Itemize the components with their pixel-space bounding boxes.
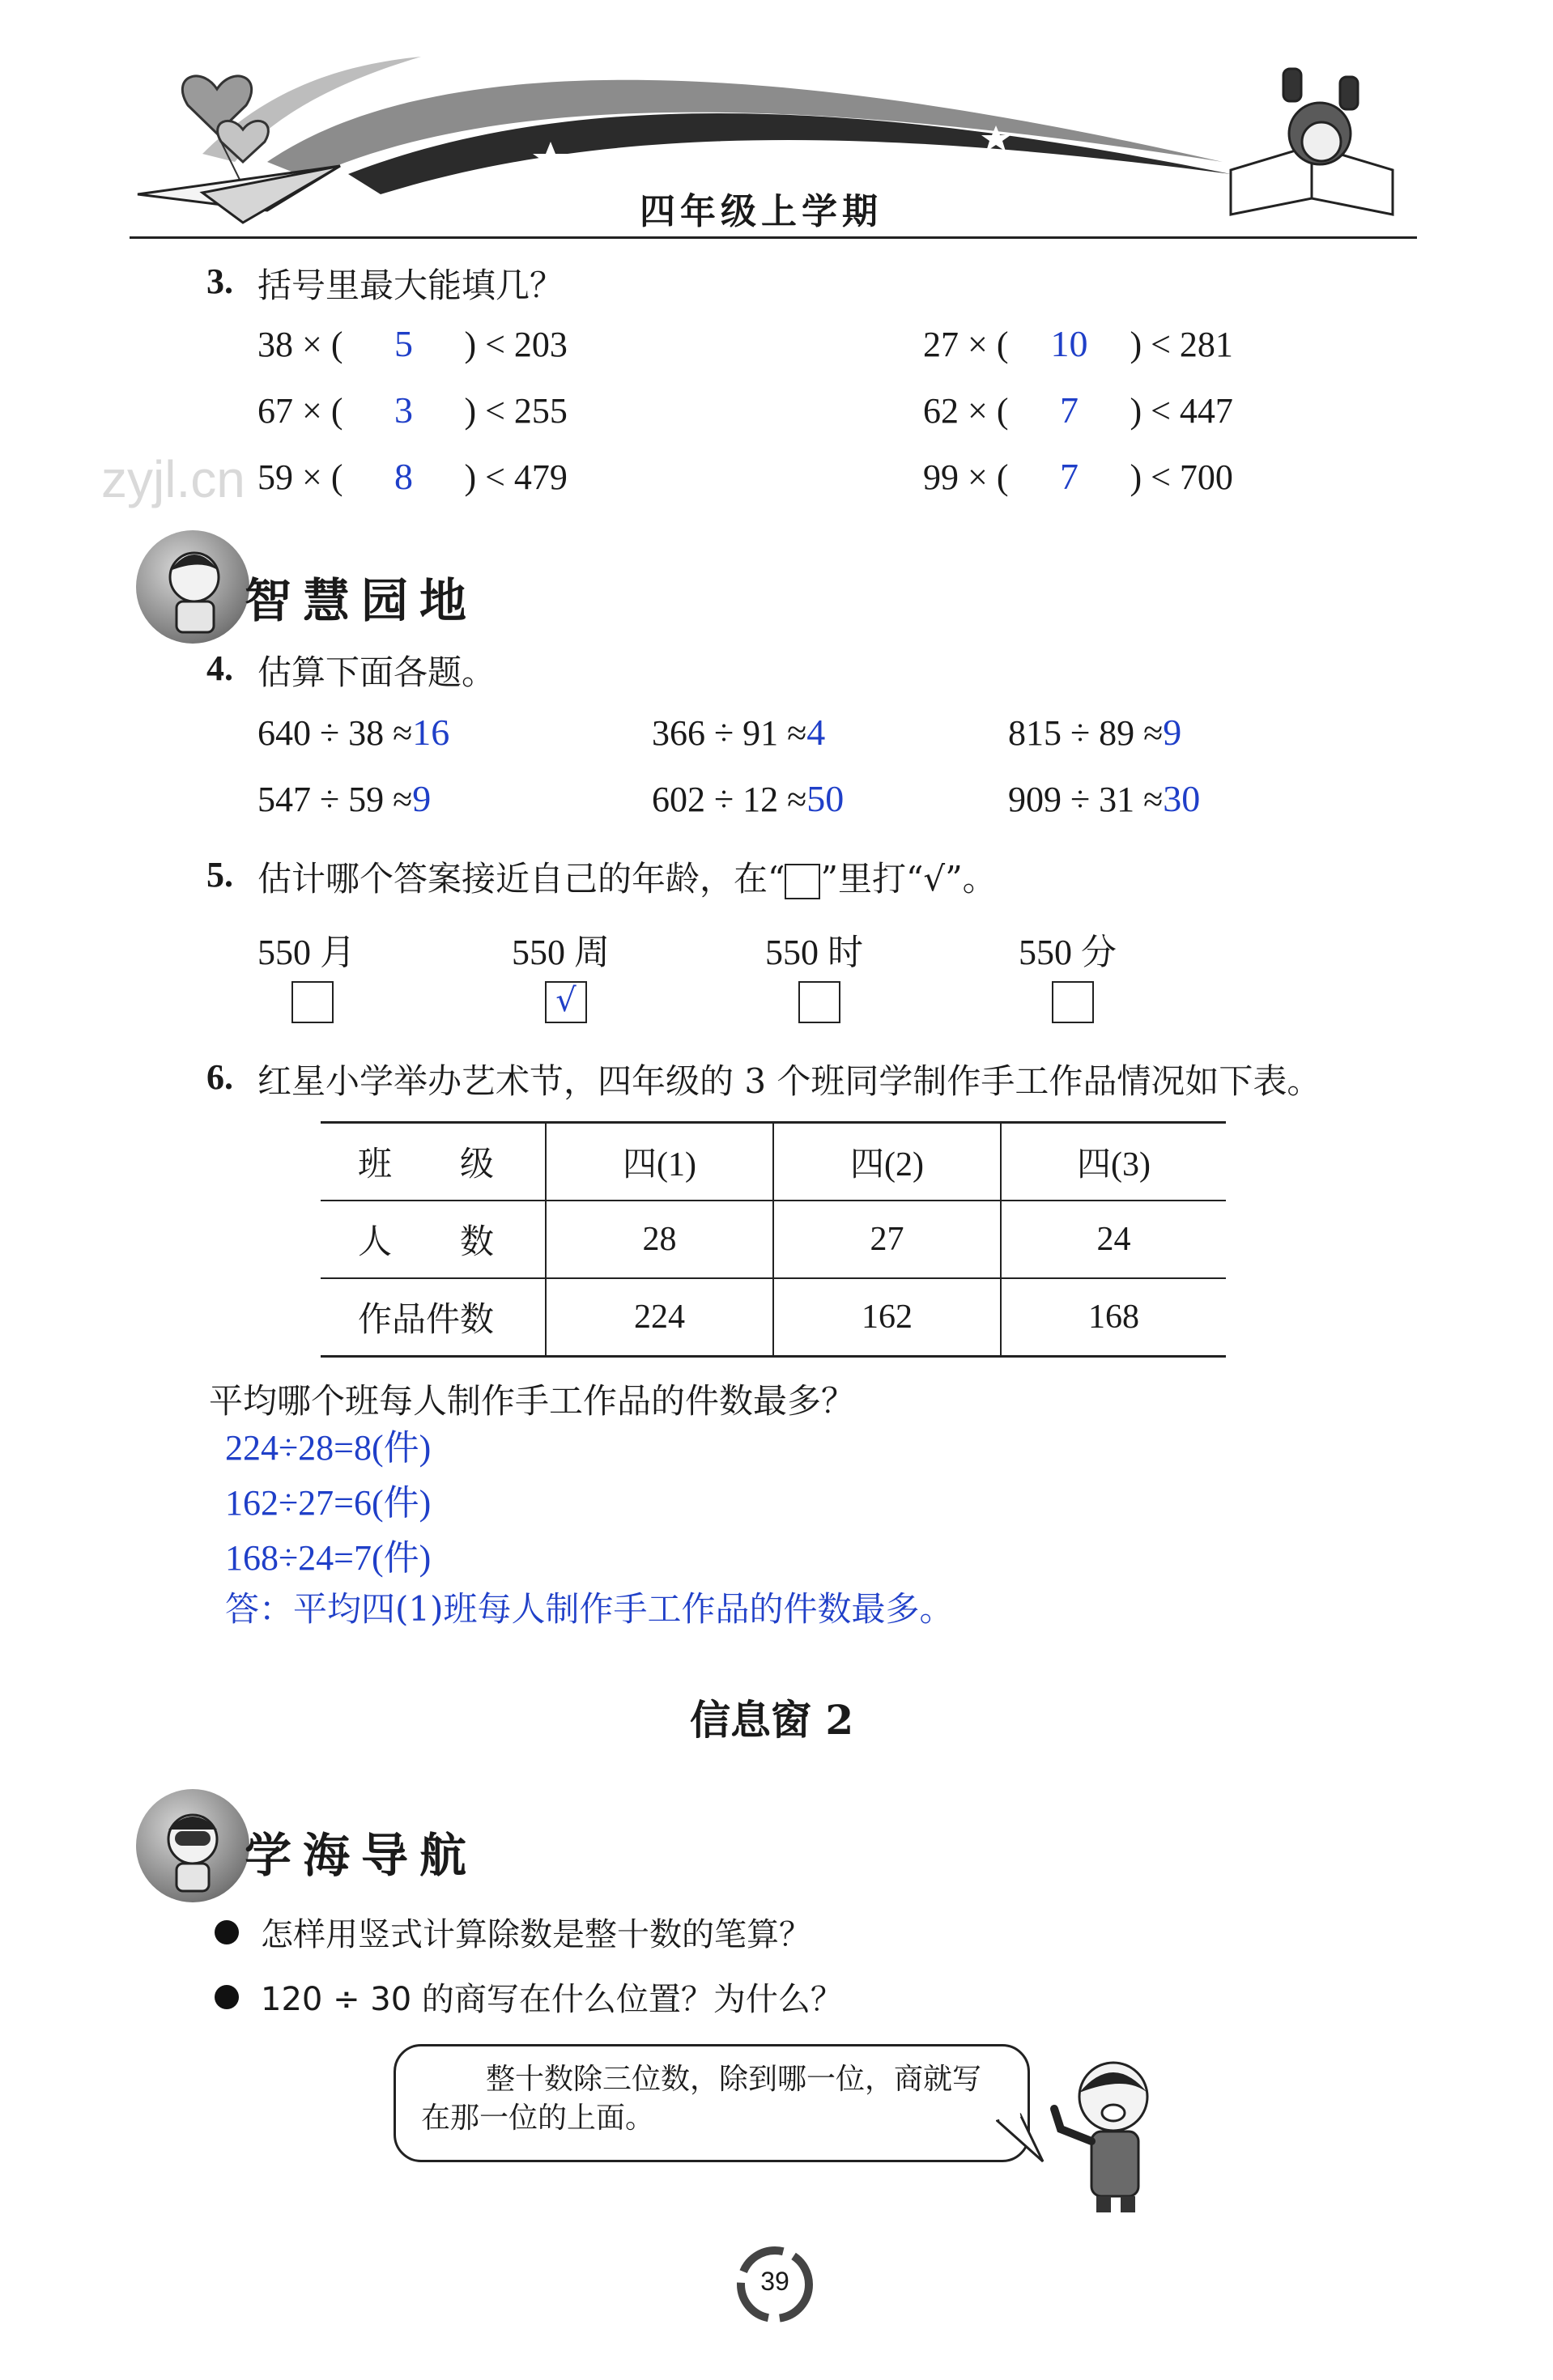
- q3-row3-left: 59 × ( 8 ) < 479: [257, 456, 568, 497]
- q4-number: 4.: [206, 648, 233, 688]
- paper-plane-icon: [138, 166, 340, 223]
- q3-row3-right: 99 × ( 7 ) < 700: [923, 456, 1233, 497]
- q4-item: 602 ÷ 12 ≈50: [652, 778, 845, 819]
- q6-answer: 答：平均四(1)班每人制作手工作品的件数最多。: [225, 1589, 954, 1629]
- table-row: 人 数 28 27 24: [321, 1201, 1226, 1278]
- q3-answer: 10: [1050, 323, 1088, 364]
- thinking-boy-icon: [136, 530, 249, 644]
- q4-item: 909 ÷ 31 ≈30: [1008, 778, 1201, 819]
- header-title: 四年级上学期: [640, 191, 883, 232]
- q5-option-label: 550 月: [257, 933, 355, 972]
- section-title-wisdom: 智慧园地: [245, 573, 479, 628]
- q5-number: 5.: [206, 855, 233, 895]
- q5-checkbox-checked[interactable]: [545, 981, 587, 1023]
- table-row: 作品件数 224 162 168: [321, 1278, 1226, 1357]
- q3-prompt: 括号里最大能填几？: [257, 266, 564, 305]
- q4-item: 640 ÷ 38 ≈16: [257, 712, 450, 753]
- q4-item: 366 ÷ 91 ≈4: [652, 712, 826, 753]
- q3-answer: 5: [394, 323, 413, 364]
- q5-prompt: 估计哪个答案接近自己的年龄，在“ ”里打“√”。: [257, 859, 997, 899]
- header-divider: [130, 236, 1417, 239]
- info-window-title: 信息窗 2: [690, 1696, 854, 1744]
- q5-option-label: 550 分: [1019, 933, 1117, 972]
- q3-answer: 3: [394, 389, 413, 431]
- q3-row2-left: 67 × ( 3 ) < 255: [257, 389, 568, 431]
- page-number-badge: [733, 2242, 817, 2327]
- q3-number: 3.: [206, 261, 233, 301]
- bullet-icon: [215, 1920, 239, 1944]
- explorer-boy-icon: [136, 1789, 249, 1902]
- q3-row1-right: 27 × ( 10 ) < 281: [923, 323, 1233, 364]
- q6-solution: 162÷27=6(件): [225, 1483, 432, 1523]
- q3-row2-right: 62 × ( 7 ) < 447: [923, 389, 1233, 431]
- q5-checkbox[interactable]: [1052, 981, 1094, 1023]
- guide-question: 怎样用竖式计算除数是整十数的笔算？: [261, 1916, 811, 1953]
- q5-option-label: 550 周: [512, 933, 610, 972]
- guide-question: 120 ÷ 30 的商写在什么位置？为什么？: [261, 1981, 843, 2018]
- reading-girl-icon: [1231, 69, 1393, 215]
- table-header-row: 班 级 四(1) 四(2) 四(3): [321, 1123, 1226, 1201]
- speech-text: 整十数除三位数，除到哪一位，商就写在那一位的上面。: [421, 2063, 982, 2135]
- q4-item: 815 ÷ 89 ≈9: [1008, 712, 1182, 753]
- page-number: 39: [760, 2267, 789, 2296]
- q5-checkbox[interactable]: [291, 981, 334, 1023]
- q6-prompt: 红星小学举办艺术节，四年级的 3 个班同学制作手工作品情况如下表。: [257, 1061, 1321, 1101]
- waving-boy-icon: [1045, 2052, 1174, 2214]
- q5-option-label: 550 时: [765, 933, 863, 972]
- bullet-icon: [215, 1985, 239, 2009]
- check-mark-icon: √: [555, 982, 577, 1019]
- q6-question: 平均哪个班每人制作手工作品的件数最多？: [209, 1381, 856, 1421]
- q6-solution: 168÷24=7(件): [225, 1538, 432, 1578]
- q3-answer: 7: [1059, 389, 1079, 431]
- q4-prompt: 估算下面各题。: [257, 652, 496, 692]
- q3-answer: 7: [1059, 456, 1079, 497]
- q3-row1-left: 38 × ( 5 ) < 203: [257, 323, 568, 364]
- section-title-navigation: 学海导航: [245, 1828, 479, 1883]
- q6-number: 6.: [206, 1057, 233, 1097]
- craft-table: [321, 1121, 1226, 1358]
- q6-solution: 224÷28=8(件): [225, 1428, 432, 1468]
- checkbox-sample: [785, 864, 820, 899]
- q3-answer: 8: [394, 456, 413, 497]
- q5-checkbox[interactable]: [798, 981, 840, 1023]
- q4-item: 547 ÷ 59 ≈9: [257, 778, 432, 819]
- watermark: zyjl.cn: [101, 450, 245, 508]
- heart-balloons-icon: [182, 76, 268, 186]
